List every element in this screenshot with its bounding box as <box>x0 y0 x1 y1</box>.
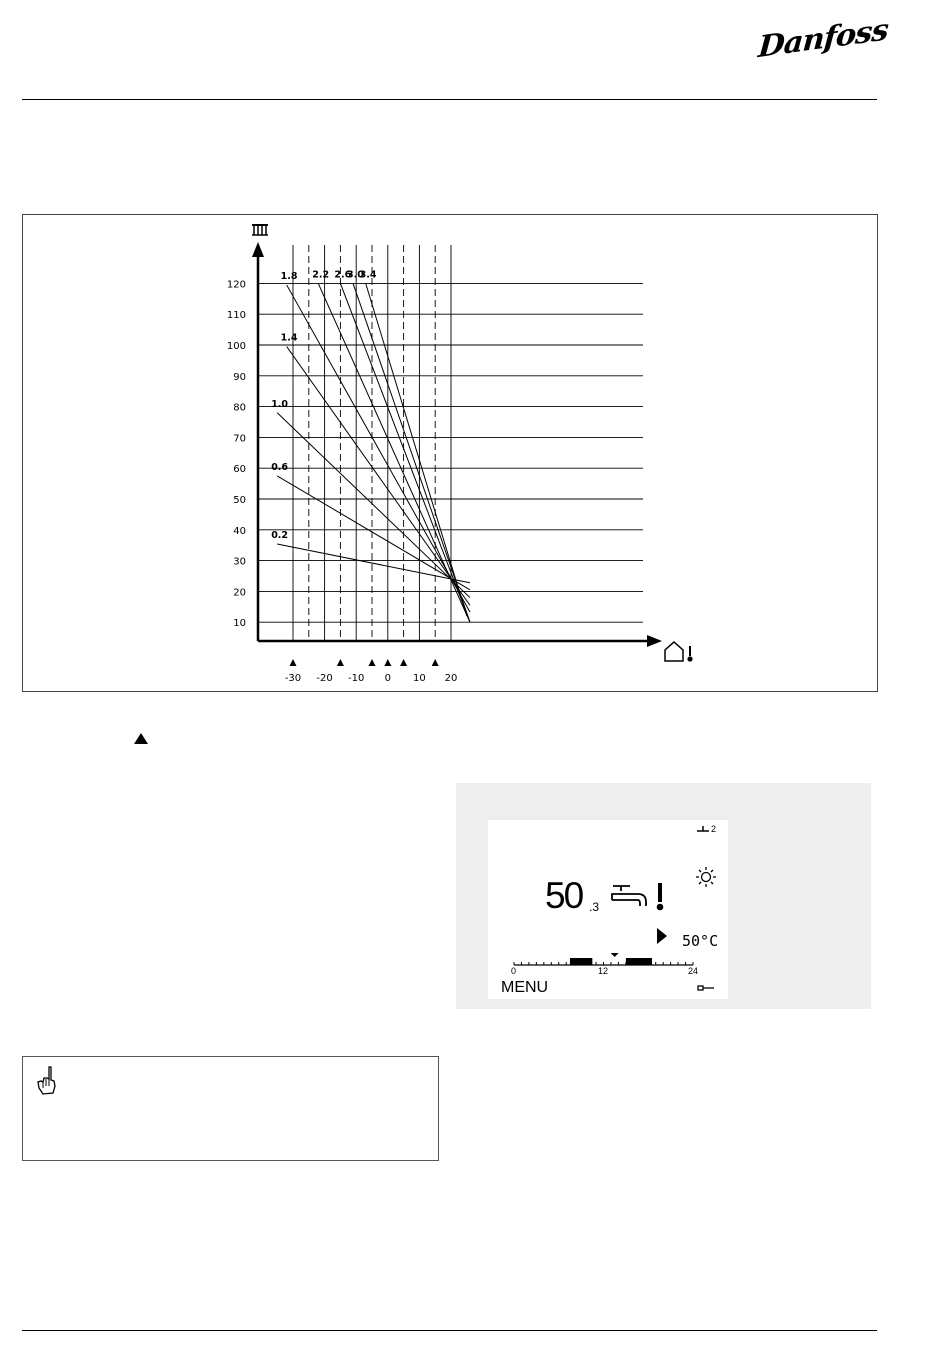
menu-label[interactable]: MENU <box>501 979 549 996</box>
y-tick-label: 60 <box>233 464 246 476</box>
curve-label-2-6: 2.6 <box>334 269 352 281</box>
curve-label-3-0: 3.0 <box>347 269 364 281</box>
y-tick-label: 100 <box>226 341 246 352</box>
desired-temperature: 50°C <box>682 932 719 950</box>
y-tick-label: 10 <box>233 618 246 630</box>
x-tick-label: -10 <box>348 673 365 684</box>
curve-line-2-2 <box>318 283 470 622</box>
x-tick-label: 10 <box>413 673 426 684</box>
curve-label-1-0: 1.0 <box>271 398 289 410</box>
x-tick-label: -30 <box>284 673 302 684</box>
y-tick-label: 80 <box>233 402 246 414</box>
marker-triangle-icon <box>134 733 148 744</box>
chart-canvas <box>23 215 877 691</box>
y-tick-label: 50 <box>233 495 246 506</box>
y-tick-label: 90 <box>233 371 246 383</box>
x-marker-triangle <box>369 659 376 666</box>
heat-curve-chart <box>22 214 878 692</box>
y-tick-label: 70 <box>233 433 246 445</box>
x-marker-triangle <box>400 659 407 666</box>
now-marker <box>611 953 619 957</box>
lcd-screen <box>488 820 728 999</box>
day-timeline <box>514 953 693 965</box>
curve-label-3-4: 3.4 <box>359 269 377 281</box>
x-marker-triangle <box>432 659 439 666</box>
y-axis-arrow <box>252 242 264 257</box>
danfoss-logo <box>757 12 889 82</box>
comfort-period-bar <box>570 958 592 965</box>
x-tick-label: -20 <box>316 673 333 684</box>
x-axis-arrow <box>647 635 662 647</box>
curve-label-0-2: 0.2 <box>271 529 289 541</box>
thermometer-icon <box>657 883 664 910</box>
house-thermometer-icon <box>665 642 693 662</box>
curve-label-0-6: 0.6 <box>271 461 289 473</box>
curve-line-2-6 <box>340 283 470 622</box>
timeline-label-mid: 12 <box>598 966 609 976</box>
timeline-label-start: 0 <box>511 966 517 976</box>
x-marker-triangle <box>290 659 297 666</box>
curve-line-3-4 <box>366 283 467 616</box>
y-tick-label: 110 <box>226 310 246 322</box>
x-tick-label: 0 <box>384 673 391 684</box>
y-tick-label: 40 <box>233 525 246 537</box>
header-rule <box>22 99 877 100</box>
y-tick-label: 20 <box>233 587 246 599</box>
hand-pointing-icon <box>35 1066 59 1096</box>
x-marker-triangle <box>337 659 344 666</box>
controller-display-panel <box>456 783 871 1009</box>
key-icon <box>698 986 714 990</box>
play-arrow-icon <box>657 928 667 944</box>
actual-temperature: 50 <box>545 875 583 916</box>
sun-icon <box>696 867 716 887</box>
radiator-icon <box>252 225 268 235</box>
curve-line-0-2 <box>277 544 470 583</box>
curve-label-1-4: 1.4 <box>280 332 298 344</box>
y-tick-label: 120 <box>226 279 246 291</box>
timeline-label-end: 24 <box>688 966 699 976</box>
circuit-number: 2 <box>711 824 717 834</box>
logo-wordmark: Danfoss <box>757 12 889 65</box>
actual-temperature-decimal: .3 <box>589 900 600 914</box>
x-tick-label: 20 <box>444 673 458 684</box>
tap-icon <box>612 886 646 906</box>
comfort-period-bar <box>626 958 652 965</box>
curve-label-2-2: 2.2 <box>312 269 330 281</box>
circuit-icon <box>697 826 709 831</box>
x-marker-triangle <box>384 659 391 666</box>
note-box <box>22 1056 439 1161</box>
curve-line-1-4 <box>287 347 470 606</box>
curve-label-1-8: 1.8 <box>280 270 298 282</box>
footer-rule <box>22 1330 877 1331</box>
y-tick-label: 30 <box>233 556 246 568</box>
